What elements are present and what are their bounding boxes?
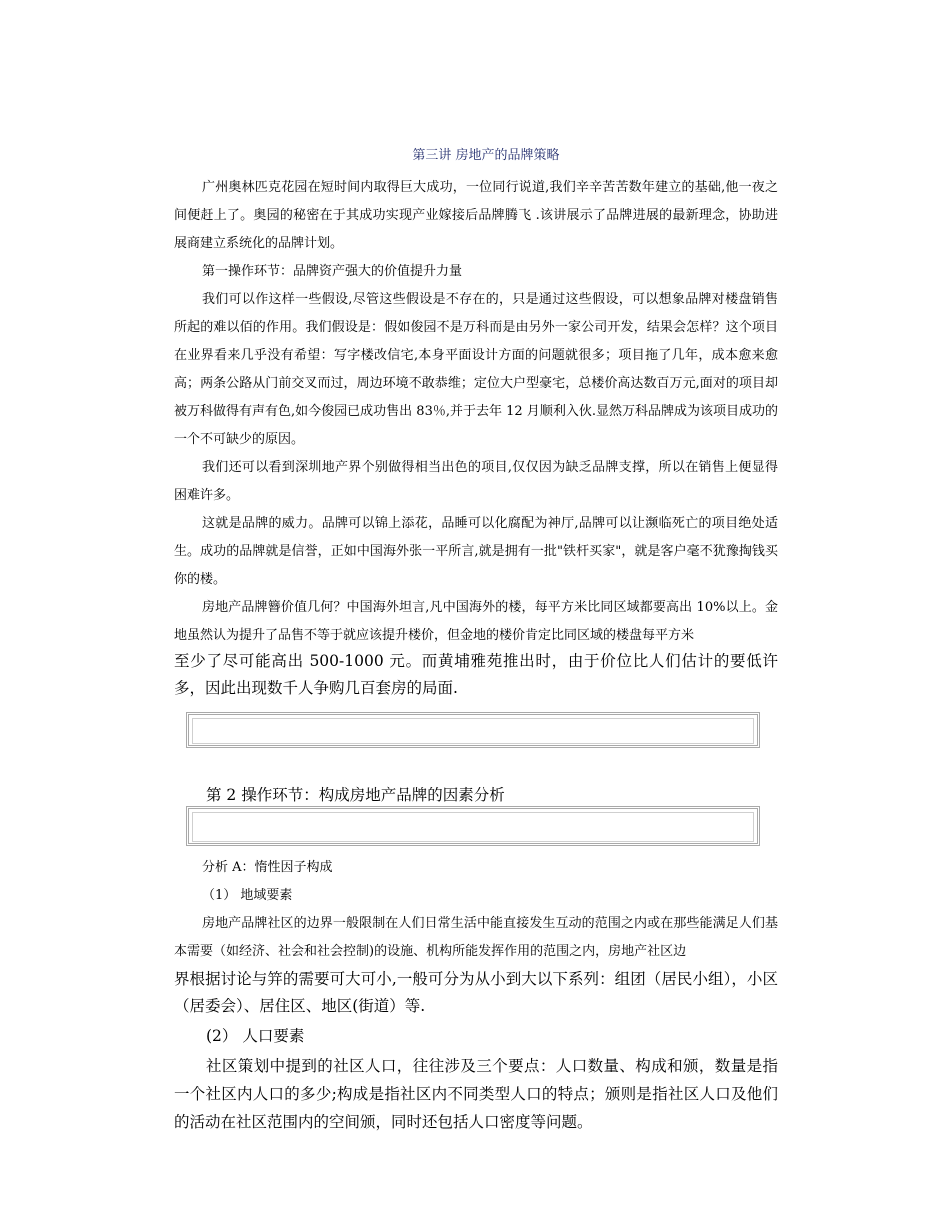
item-region-heading: （1） 地域要素 [202,888,293,903]
empty-textbox-1 [186,712,760,748]
paragraph-intro: 广州奥林匹克花园在短时间内取得巨大成功，一位同行说道,我们辛辛苦苦数年建立的基础,他一夜之间便赶上了。奥园的秘密在于其成功实现产业嫁接后品牌腾飞 .该讲展示了品牌进展的最新理念，协助进展商建立系统化的品牌计划。 [174,180,778,251]
paragraph-shenzhen: 我们还可以看到深圳地产界个别做得相当出色的项目,仅仅因为缺乏品牌支撑，所以在销售上便显得困难许多。 [174,460,778,503]
analysis-a-heading: 分析 A：惰性因子构成 [202,860,333,875]
paragraph-brand-value-a: 房地产品牌簪价值几何？中国海外坦言,凡中国海外的楼，每平方米比同区域都要高出 10%以上。金地虽然认为提升了品售不等于就应该提升楼价，但金地的楼价肯定比同区域的楼盘每平方米 [174,600,778,643]
paragraph-brand-value-b: 至少了尽可能高出 500-1000 元。而黄埔雅苑推出时，由于价位比人们估计的要低许多，因此出现数千人争购几百套房的局面. [174,652,778,697]
paragraph-region-a: 房地产品牌社区的边界一般限制在人们日常生活中能直接发生互动的范围之内或在那些能满足人们基本需要（如经济、社会和社会控制)的设施、机构所能发挥作用的范围之内，房地产社区边 [174,916,778,959]
empty-textbox-2-inner [192,812,754,842]
paragraph-step1-heading: 第一操作环节：品牌资产强大的价值提升力量 [202,264,463,279]
section2-heading: 第 2 操作环节：构成房地产品牌的因素分析 [206,786,505,804]
paragraph-assumption: 我们可以作这样一些假设,尽管这些假设是不存在的，只是通过这些假设，可以想象品牌对楼盘销售所起的难以佰的作用。我们假设是：假如俊园不是万科而是由另外一家公司开发，结果会怎样？这个项目在业界看来几乎没有希望：写字楼改信宅,本身平面设计方面的问题就很多；项目拖了几年，成本愈来愈高；两条公路从门前交叉而过，周边环境不敢恭维；定位大户型豪宅，总楼价高达数百万元,面对的项目却被万科做得有声有色,如今俊园已成功售出 83％,并于去年 12 月顺利入伙.显然万科品牌成为该项目成功的一个不可缺少的原因。 [174,292,778,447]
empty-textbox-1-inner [192,718,754,744]
document-body [174,146,778,1136]
paragraph-region-b: 界根据讨论与笄的需要可大可小,一般可分为从小到大以下系列：组团（居民小组），小区（居委会）、居住区、地区(街道）等. [174,970,778,1015]
paragraph-brand-power: 这就是品牌的威力。品牌可以锦上添花，品睡可以化腐配为神厅,品牌可以让濒临死亡的项目绝处适生。成功的品牌就是信誉，正如中国海外张一平所言,就是拥有一批"铁杆买家"，就是客户毫不犹豫掏钱买你的楼。 [174,516,778,587]
item-population-heading: (2） 人口要素 [206,1027,305,1045]
empty-textbox-2 [186,806,760,846]
page-title: 第三讲 房地产的品牌策略 [412,148,560,163]
paragraph-population: 社区策划中提到的社区人口，往往涉及三个要点：人口数量、构成和颁，数量是指一个社区内人口的多少;构成是指社区内不同类型人口的特点；颁则是指社区人口及他们的活动在社区范围内的空间颁，同时还包括人口密度等问题。 [174,1057,778,1131]
